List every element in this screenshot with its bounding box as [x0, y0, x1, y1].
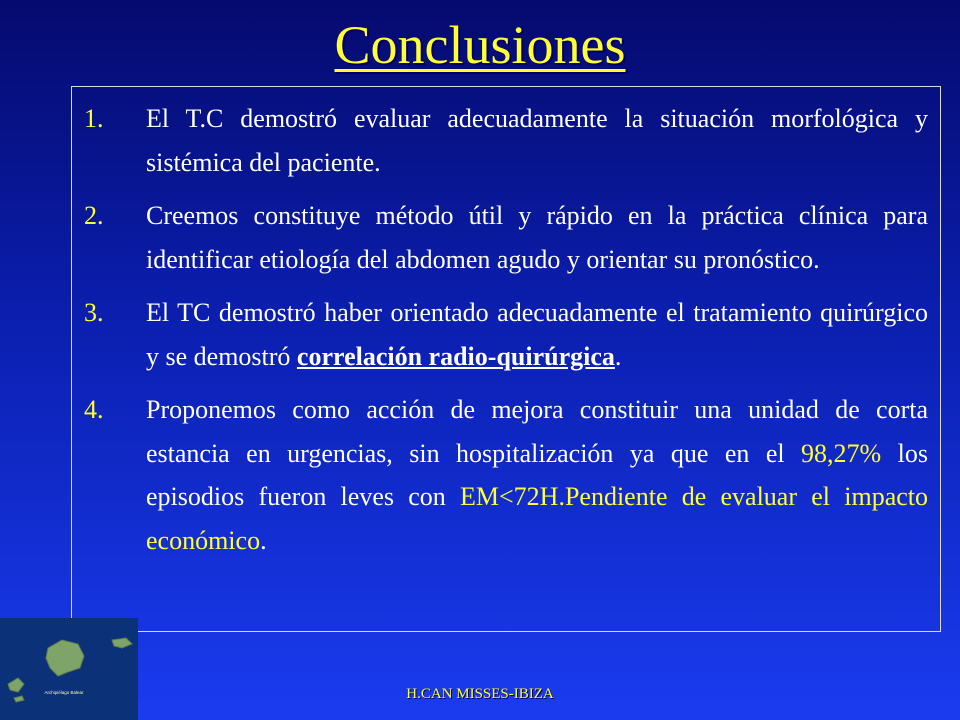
emphasis-correlation: correlación radio-quirúrgica [296, 341, 615, 371]
item-text: El TC demostró haber orientado adecuadamente el tratamiento quirúrgico y se demostró [146, 298, 928, 371]
list-item [72, 291, 940, 378]
item-text: . [614, 341, 622, 371]
item-text: Creemos constituye método útil y rápido en la práctica clínica para identificar etiología del abdomen agudo y orientar su pronóstico. [146, 201, 928, 274]
map-label: Archipiélago Balear [44, 690, 84, 695]
content-box [71, 86, 941, 632]
list-item [72, 194, 940, 281]
list-item [72, 388, 940, 562]
item-text: los episodios fueron leves con [146, 438, 929, 511]
conclusions-list [72, 97, 940, 572]
item-number: 4. [84, 395, 104, 424]
item-text: Proponemos como acción de mejora constituir una unidad de corta estancia en urgencias, sin hospitalización ya que en el [146, 395, 928, 468]
item-text: El T.C demostró evaluar adecuadamente la situación morfológica y sistémica del paciente. [146, 104, 928, 177]
balearic-map-image [0, 618, 138, 720]
item-number: 1. [84, 104, 104, 133]
list-item [72, 97, 940, 184]
highlight-em: EM<72H.Pendiente de evaluar el impacto económico [146, 482, 928, 555]
item-number: 3. [84, 298, 104, 327]
highlight-percentage: 98,27% [801, 438, 882, 468]
item-number: 2. [84, 201, 104, 230]
item-text: . [260, 525, 267, 555]
footer-hospital: H.CAN MISSES-IBIZA [406, 686, 554, 702]
slide-title: Conclusiones [334, 15, 626, 75]
